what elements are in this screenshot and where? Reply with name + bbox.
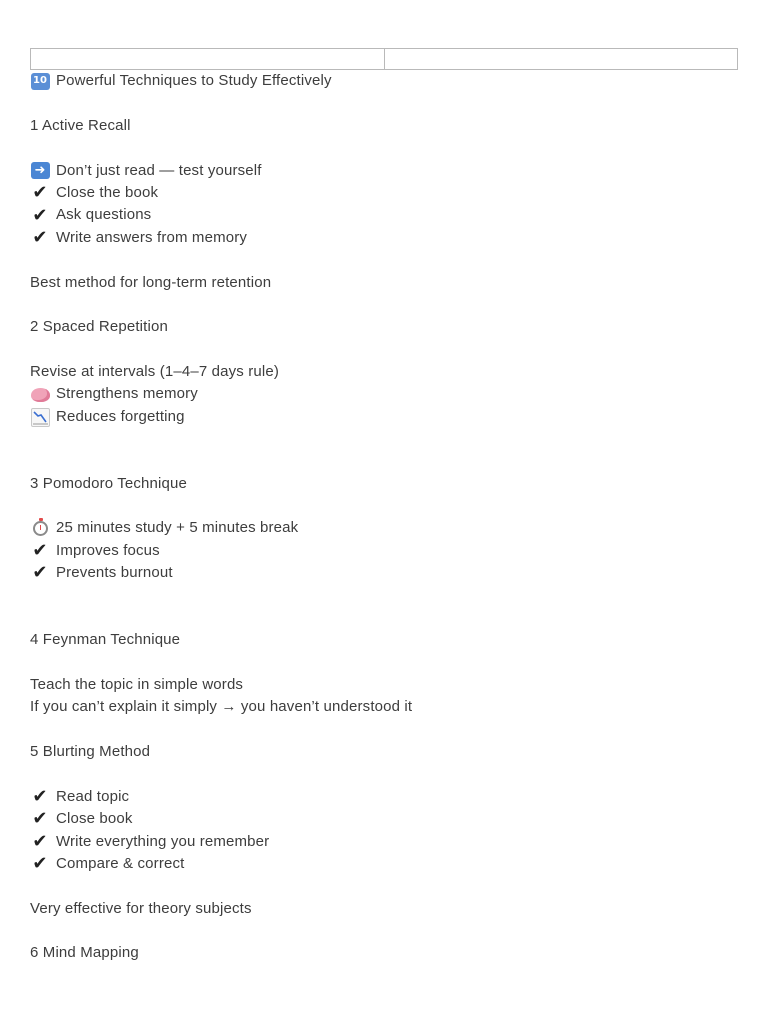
list-item: ✔ Write everything you remember xyxy=(30,831,738,853)
section-note: Best method for long-term retention xyxy=(30,273,272,291)
list-item: ✔ Close the book xyxy=(30,182,738,204)
section-note: Very effective for theory subjects xyxy=(30,899,252,917)
list-item: ✔ Compare & correct xyxy=(30,853,738,875)
right-arrow-icon: ➜ xyxy=(30,162,50,180)
list-item: Strengthens memory xyxy=(30,383,738,405)
section-lead: Revise at intervals (1–4–7 days rule) xyxy=(30,363,279,381)
check-mark-icon: ✔ xyxy=(32,808,48,830)
document-page xyxy=(30,48,738,965)
brain-icon xyxy=(30,386,50,404)
check-mark-icon: ✔ xyxy=(32,830,48,852)
list-item: ➜ Don’t just read — test yourself xyxy=(30,160,738,182)
section-heading-pomodoro: 3 Pomodoro Technique xyxy=(30,474,187,492)
table-cell[interactable] xyxy=(384,49,738,69)
section-heading-mind-mapping: 6 Mind Mapping xyxy=(30,944,139,962)
section-heading-blurting: 5 Blurting Method xyxy=(30,742,151,760)
section-line: If you can’t explain it simply → you haven’t understood it xyxy=(30,698,413,716)
check-mark-icon: ✔ xyxy=(32,853,48,875)
empty-table xyxy=(30,48,738,70)
check-mark-icon: ✔ xyxy=(32,562,48,584)
keycap-ten-icon: 10 xyxy=(30,72,50,90)
chart-decreasing-icon xyxy=(30,408,50,426)
check-mark-icon: ✔ xyxy=(32,182,48,204)
section-heading-feynman: 4 Feynman Technique xyxy=(30,630,181,648)
document-body xyxy=(30,70,738,965)
section-heading-spaced-repetition: 2 Spaced Repetition xyxy=(30,318,168,336)
document-title: 10 Powerful Techniques to Study Effectively xyxy=(30,70,738,92)
section-line: Teach the topic in simple words xyxy=(30,675,244,693)
check-mark-icon: ✔ xyxy=(32,204,48,226)
list-item: ✔ Improves focus xyxy=(30,540,738,562)
check-mark-icon: ✔ xyxy=(32,226,48,248)
list-item: Reduces forgetting xyxy=(30,406,738,428)
check-mark-icon: ✔ xyxy=(32,785,48,807)
list-item: ✔ Prevents burnout xyxy=(30,562,738,584)
table-cell[interactable] xyxy=(31,49,384,69)
list-item: ✔ Ask questions xyxy=(30,204,738,226)
list-item: ✔ Read topic xyxy=(30,786,738,808)
list-item: ✔ Write answers from memory xyxy=(30,227,738,249)
stopwatch-icon xyxy=(30,520,50,538)
check-mark-icon: ✔ xyxy=(32,540,48,561)
list-item: ✔ Close book xyxy=(30,808,738,830)
section-heading-active-recall: 1 Active Recall xyxy=(30,116,131,134)
list-item: 25 minutes study + 5 minutes break xyxy=(30,517,738,539)
